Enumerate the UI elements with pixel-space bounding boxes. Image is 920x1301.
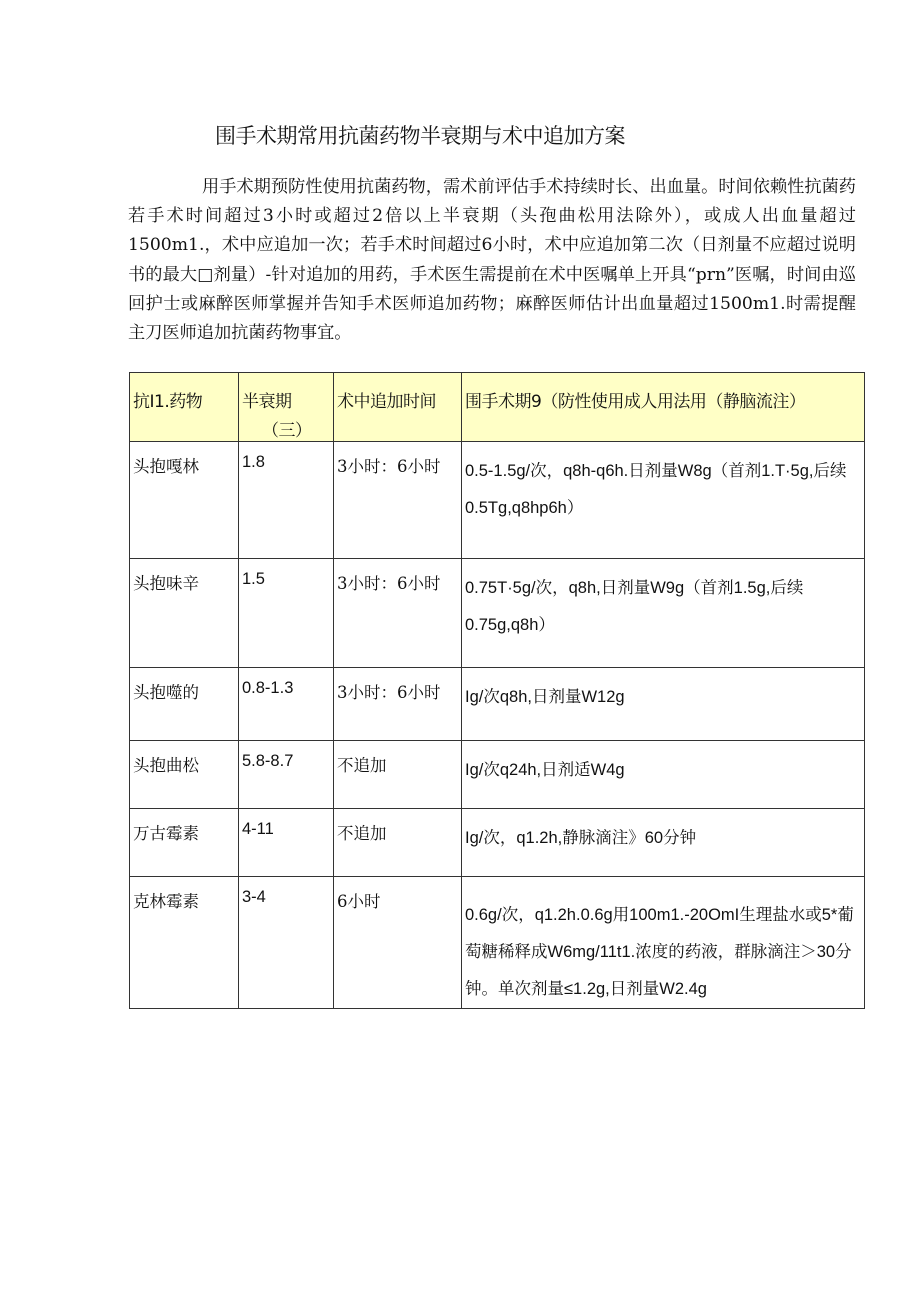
cell-halflife: 4-11 (239, 809, 334, 877)
table-row (130, 442, 865, 559)
cell-dosage: Ig/次q8h,日剂量W12g (462, 668, 865, 741)
header-dosage: 围手术期9（防性使用成人用法用（静脑流注） (462, 373, 865, 442)
cell-dosage: 0.75T·5g/次，q8h,日剂量W9g（首剂1.5g,后续0.75g,q8h） (462, 559, 865, 668)
table-row (130, 668, 865, 741)
cell-halflife: 1.5 (239, 559, 334, 668)
table-header-row (130, 373, 865, 442)
table-row (130, 559, 865, 668)
cell-dosage: 0.5-1.5g/次，q8h-q6h.日剂量W8g（首剂1.T·5g,后续0.5Tg,q8hp6h） (462, 442, 865, 559)
antibiotic-table (129, 372, 865, 1009)
document-title: 围手术期常用抗菌药物半衰期与术中追加方案 (215, 124, 625, 148)
cell-dosage: 0.6g/次，q1.2h.0.6g用100m1.-20OmI生理盐水或5*葡萄糖稀释成W6mg/11t1.浓度的药液，群脉滴注＞30分钟。单次剂量≤1.2g,日剂量W2.4g (462, 877, 865, 1009)
cell-halflife: 3-4 (239, 877, 334, 1009)
table-row (130, 809, 865, 877)
header-timing: 术中追加时间 (334, 373, 462, 442)
header-halflife-line1: 半衰期 (242, 392, 292, 412)
cell-drug: 头抱曲松 (130, 741, 239, 809)
cell-drug: 头抱味辛 (130, 559, 239, 668)
cell-dosage: Ig/次q24h,日剂适W4g (462, 741, 865, 809)
cell-timing: 3小时：6小时 (334, 442, 462, 559)
header-halflife-line2: （三） (262, 421, 312, 441)
cell-dosage: Ig/次，q1.2h,静脉滴注》60分钟 (462, 809, 865, 877)
table-row (130, 741, 865, 809)
cell-halflife: 0.8-1.3 (239, 668, 334, 741)
cell-timing: 不追加 (334, 809, 462, 877)
cell-drug: 万古霉素 (130, 809, 239, 877)
cell-timing: 3小时：6小时 (334, 559, 462, 668)
cell-timing: 3小时：6小时 (334, 668, 462, 741)
cell-timing: 不追加 (334, 741, 462, 809)
cell-halflife: 5.8-8.7 (239, 741, 334, 809)
header-halflife (239, 373, 334, 442)
cell-halflife: 1.8 (239, 442, 334, 559)
table-row (130, 877, 865, 1009)
cell-drug: 头抱噬的 (130, 668, 239, 741)
cell-drug: 克林霉素 (130, 877, 239, 1009)
header-drug: 抗I1.药物 (130, 373, 239, 442)
cell-drug: 头抱嘎林 (130, 442, 239, 559)
cell-timing: 6小时 (334, 877, 462, 1009)
intro-paragraph: 用手术期预防性使用抗菌药物，需术前评估手术持续时长、出血量。时间依赖性抗菌药若手术时间超过3小时或超过2倍以上半衰期（头孢曲松用法除外），或成人出血量超过1500m1.，术中应追加一次；若手术时间超过6小时，术中应追加第二次（日剂量不应超过说明书的最大□剂量）-针对追加的用药，手术医生需提前在术中医嘱单上开具“prn”医嘱，时间由巡回护士或麻醉医师掌握并告知手术医师追加药物；麻醉医师估计出血量超过1500m1.时需提醒主刀医师追加抗菌药物事宜。 (128, 177, 856, 344)
